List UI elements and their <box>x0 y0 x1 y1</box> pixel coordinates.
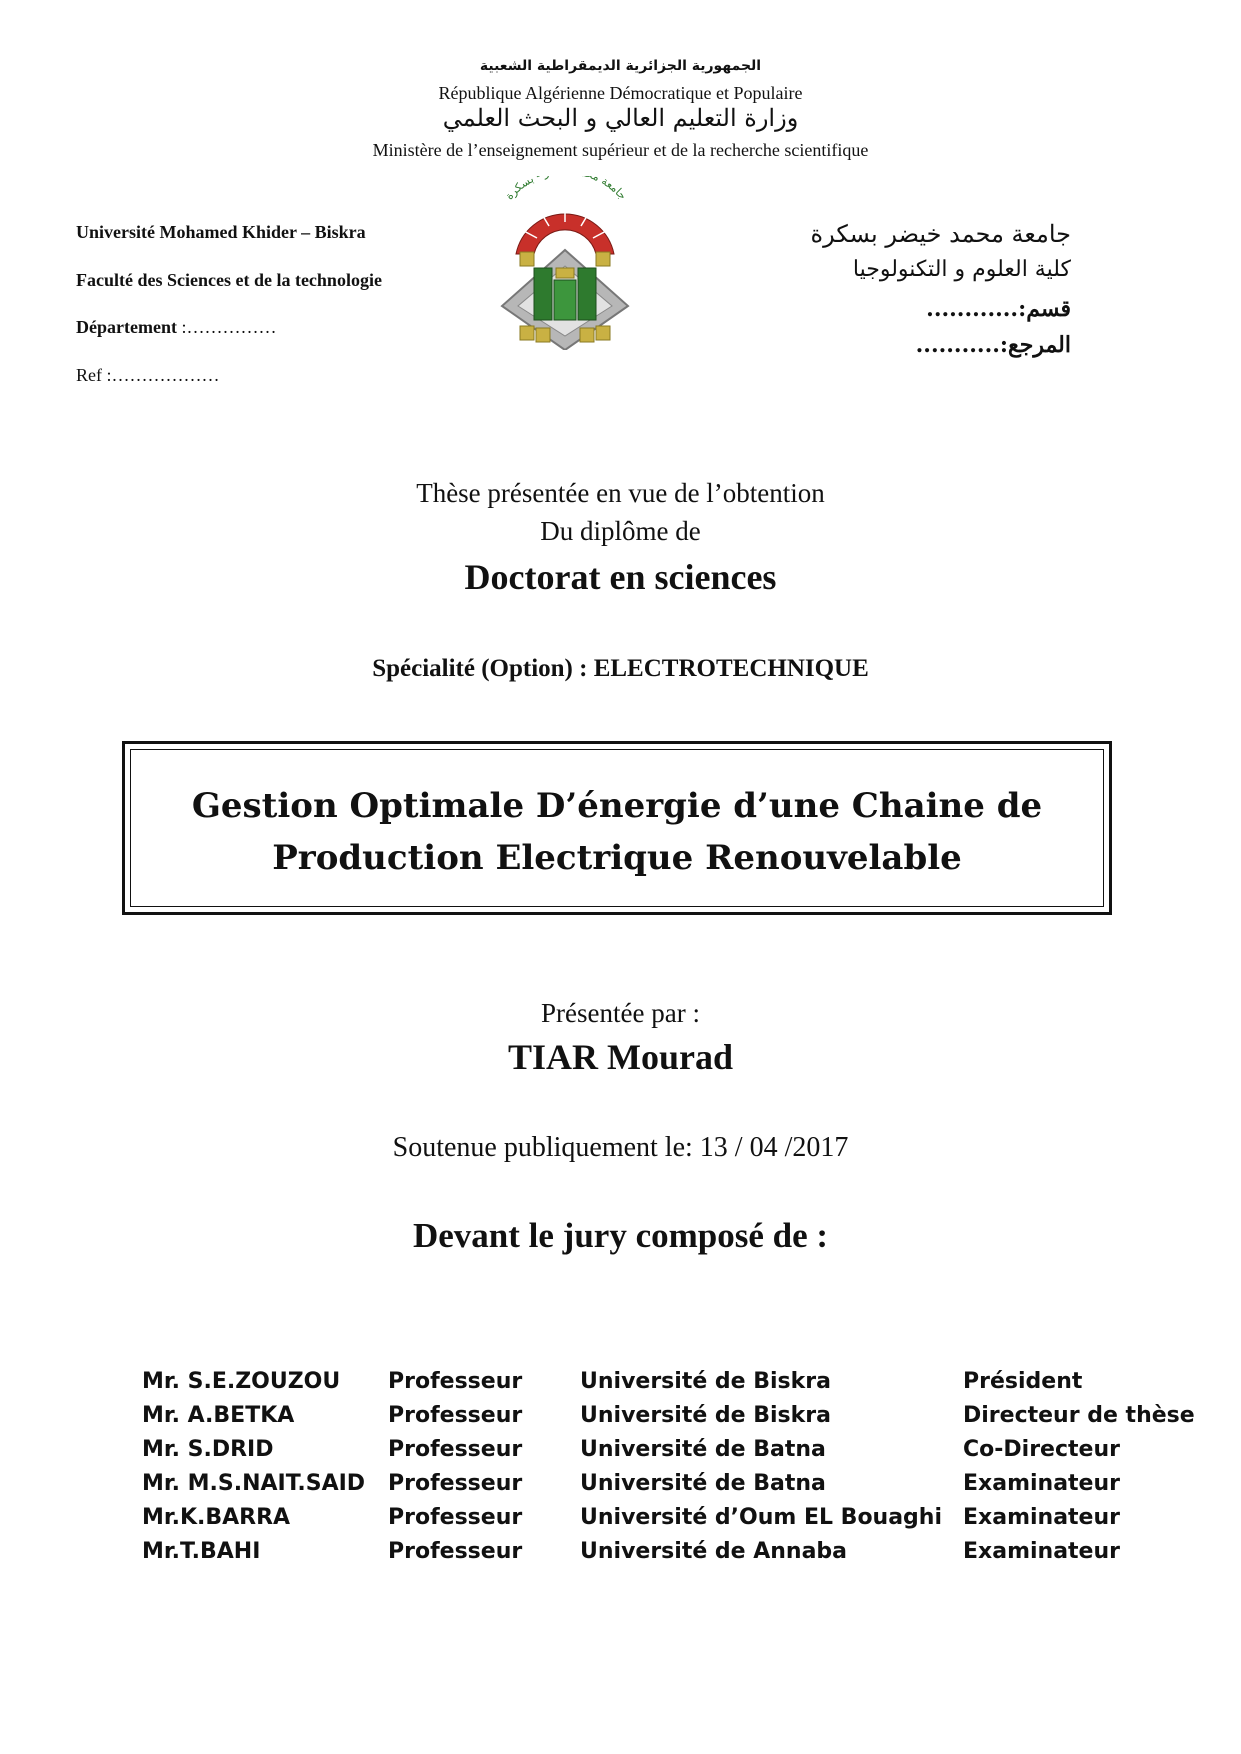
republic-arabic: الجمهورية الجزائرية الديمقراطية الشعبية <box>479 58 762 74</box>
republic-french: République Algérienne Démocratique et Populaire <box>438 83 803 103</box>
ministry-french: Ministère de l’enseignement supérieur et de la recherche scientifique <box>372 140 869 160</box>
jury-grade: Professeur <box>388 1403 523 1428</box>
university-name: Université Mohamed Khider – Biskra <box>76 222 366 242</box>
speciality: Spécialité (Option) : ELECTROTECHNIQUE <box>372 655 869 682</box>
department-line <box>76 317 276 338</box>
jury-heading: Devant le jury composé de : <box>412 1216 829 1255</box>
department-value: :…………… <box>176 317 277 337</box>
jury-institution: Université de Batna <box>580 1471 826 1496</box>
jury-name: Mr. S.E.ZOUZOU <box>142 1369 341 1394</box>
faculty-name: Faculté des Sciences et de la technologie <box>76 270 382 290</box>
thesis-title-line2: Production Electrique Renouvelable <box>272 838 962 878</box>
jury-name: Mr. A.BETKA <box>142 1403 295 1428</box>
university-name-arabic: جامعة محمد خيضر بسكرة <box>810 220 1071 248</box>
presented-by: Présentée par : <box>541 998 700 1028</box>
jury-institution: Université de Biskra <box>580 1403 831 1428</box>
jury-grade: Professeur <box>388 1505 523 1530</box>
jury-institution: Université de Annaba <box>580 1539 848 1564</box>
department-arabic: قسم:............ <box>926 296 1071 322</box>
jury-role: Examinateur <box>963 1505 1120 1530</box>
ref-arabic: المرجع:........... <box>915 332 1071 358</box>
jury-name: Mr. S.DRID <box>142 1437 274 1462</box>
department-label: Département <box>76 317 177 337</box>
logo-arc-text: جامعة م بسكرة <box>502 176 630 203</box>
jury-role: Directeur de thèse <box>963 1403 1195 1428</box>
ministry-arabic: وزارة التعليم العالي و البحث العلمي <box>442 104 799 132</box>
jury-name: Mr. M.S.NAIT.SAID <box>142 1471 366 1496</box>
jury-role: Examinateur <box>963 1471 1120 1496</box>
jury-institution: Université de Batna <box>580 1437 826 1462</box>
ref-line: Ref :……………… <box>76 365 220 385</box>
jury-grade: Professeur <box>388 1539 523 1564</box>
faculty-name-arabic: كلية العلوم و التكنولوجيا <box>852 257 1071 282</box>
jury-role: Examinateur <box>963 1539 1120 1564</box>
defense-date: Soutenue publiquement le: 13 / 04 /2017 <box>392 1132 849 1163</box>
jury-name: Mr.T.BAHI <box>142 1539 261 1564</box>
jury-role: Président <box>963 1369 1083 1394</box>
jury-grade: Professeur <box>388 1369 523 1394</box>
jury-role: Co-Directeur <box>963 1437 1120 1462</box>
thesis-intro-line2: Du diplôme de <box>540 516 701 546</box>
jury-name: Mr.K.BARRA <box>142 1505 291 1530</box>
university-logo <box>480 176 650 350</box>
jury-grade: Professeur <box>388 1471 523 1496</box>
jury-institution: Université de Biskra <box>580 1369 831 1394</box>
jury-institution: Université d’Oum EL Bouaghi <box>580 1505 943 1530</box>
degree-title: Doctorat en sciences <box>464 557 777 597</box>
thesis-title-line1: Gestion Optimale D’énergie d’une Chaine de <box>191 786 1043 826</box>
author-name: TIAR Mourad <box>507 1037 734 1077</box>
thesis-title-box <box>122 741 1112 915</box>
jury-grade: Professeur <box>388 1437 523 1462</box>
thesis-title <box>125 780 1109 884</box>
thesis-intro-line1: Thèse présentée en vue de l’obtention <box>416 478 825 508</box>
